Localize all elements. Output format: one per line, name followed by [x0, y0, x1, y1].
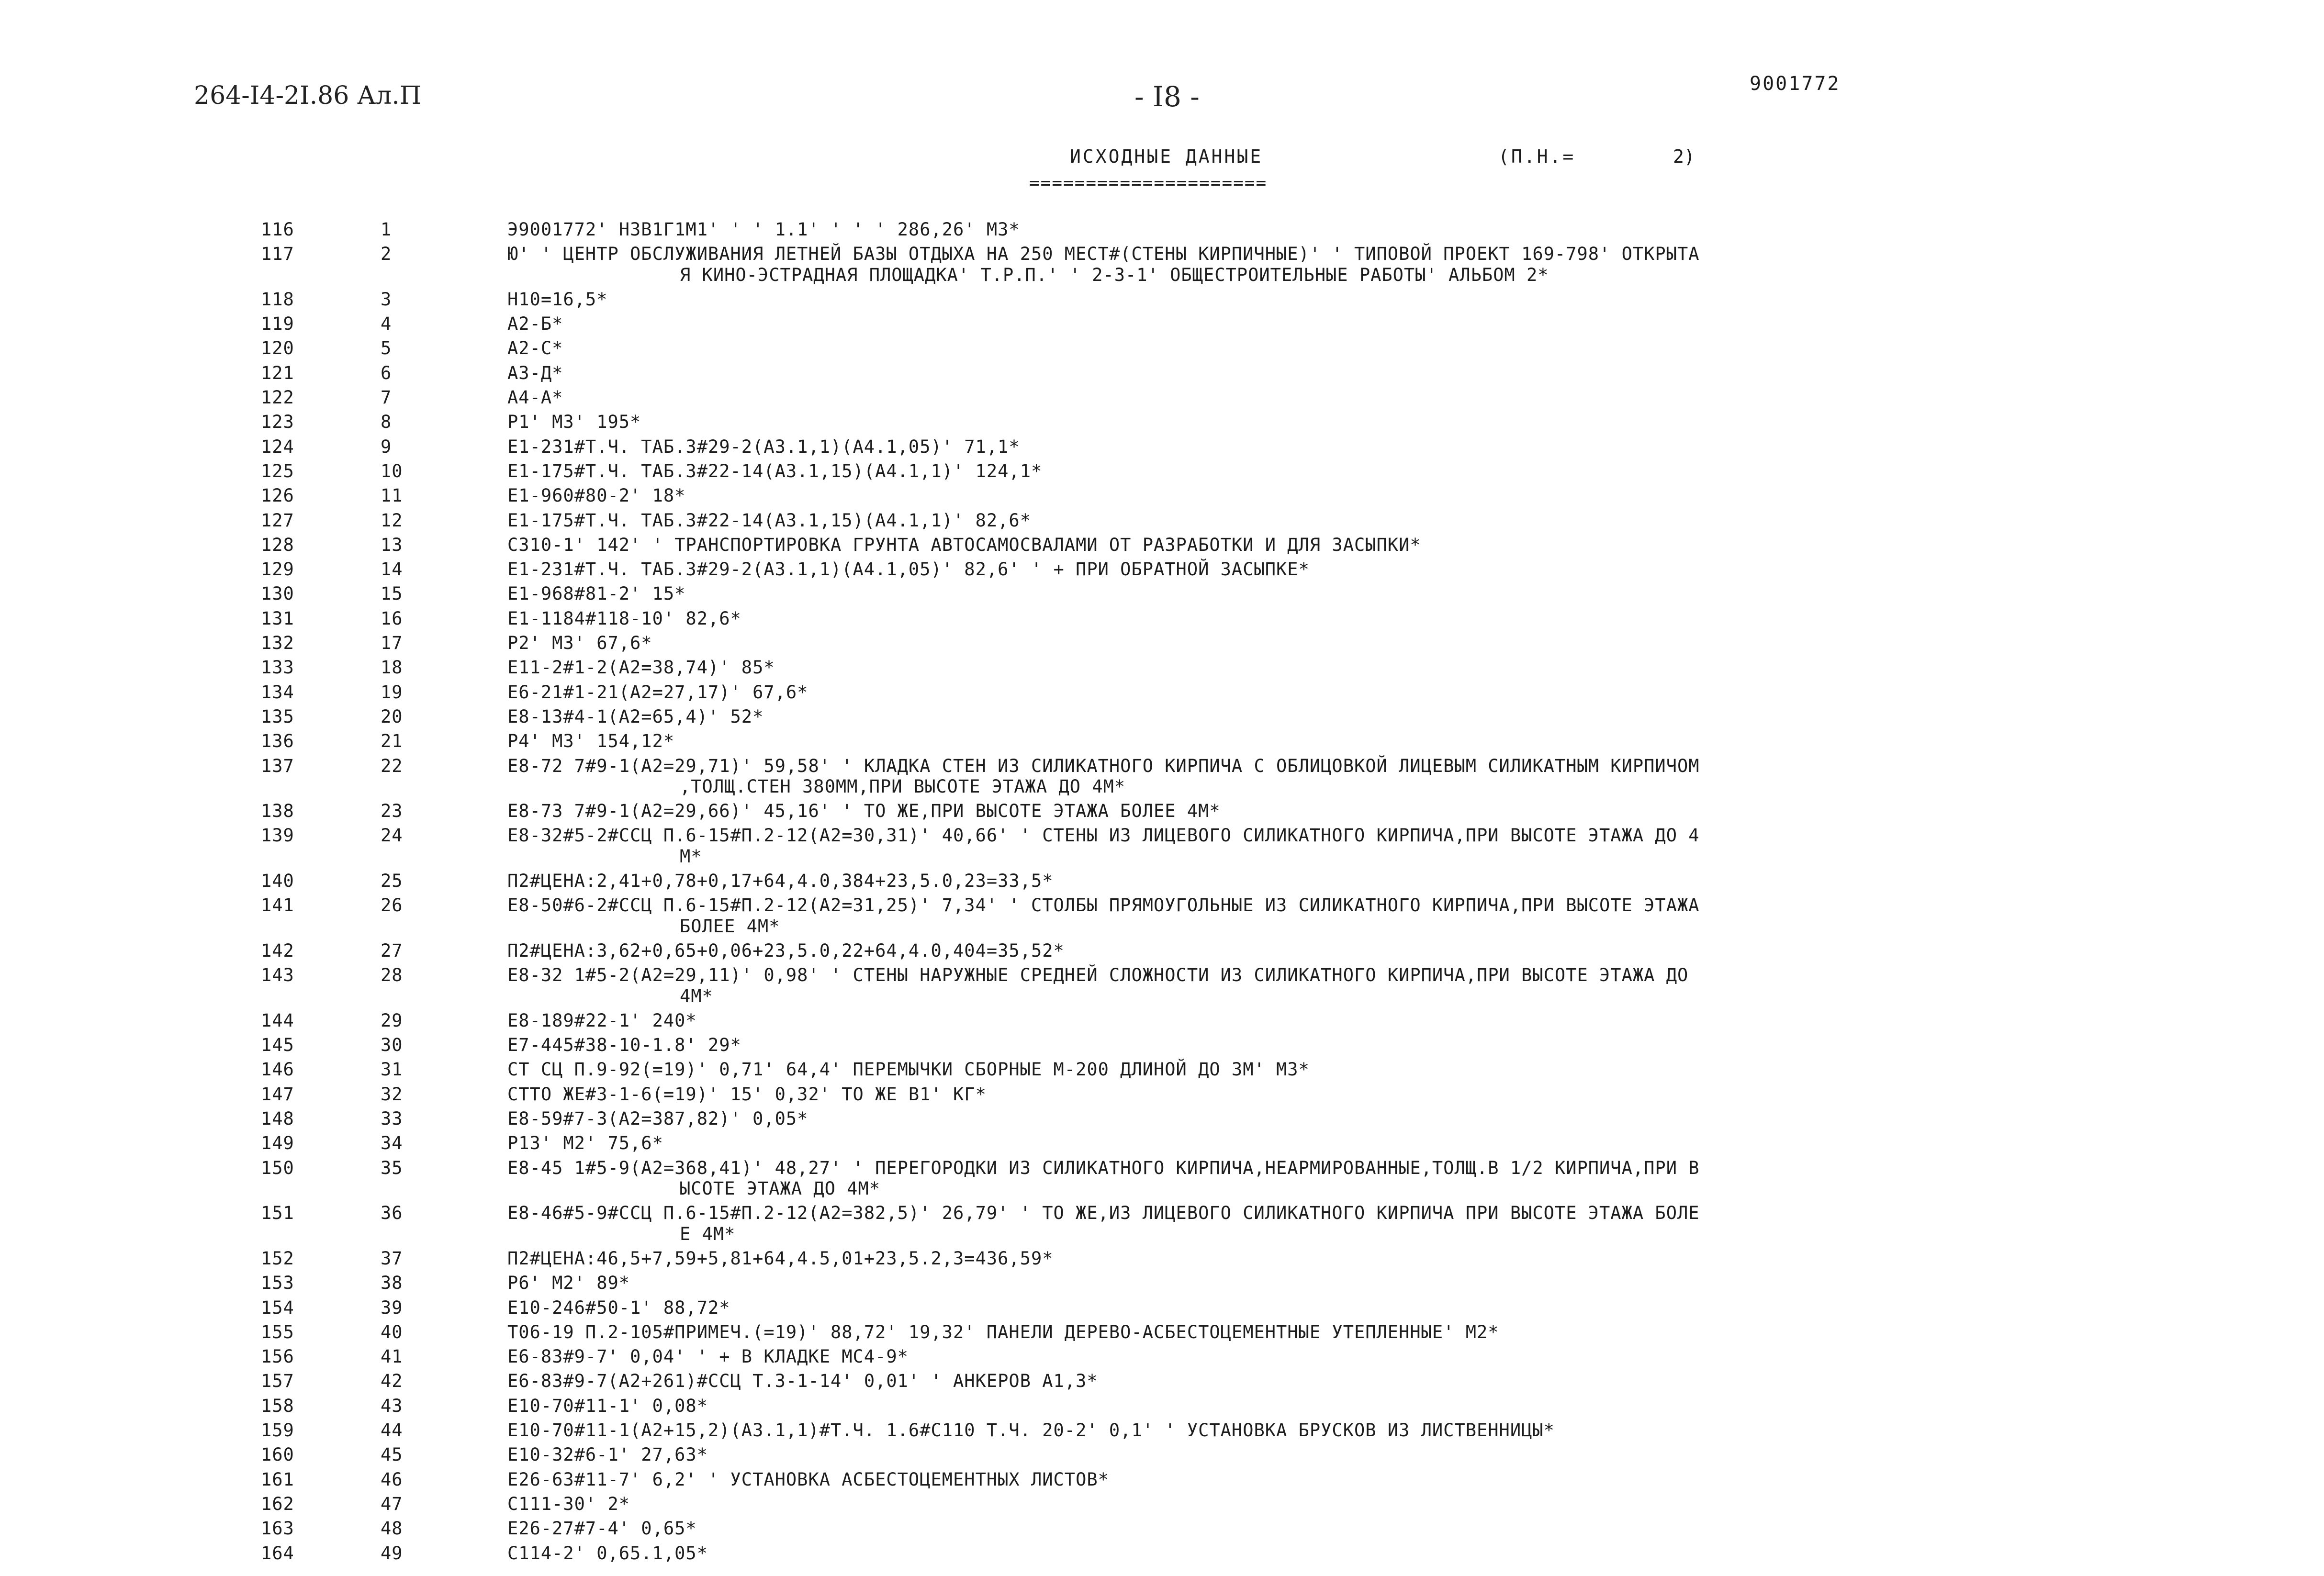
line-number: 139 [261, 825, 294, 846]
line-text: Р4' МЗ' 154,12* [507, 731, 675, 751]
sequence-number: 32 [381, 1084, 403, 1105]
sequence-number: 25 [381, 871, 403, 891]
sequence-number: 43 [381, 1396, 403, 1416]
line-number: 122 [261, 387, 294, 408]
sequence-number: 47 [381, 1494, 403, 1514]
line-text-continuation: ,ТОЛЩ.СТЕН 380ММ,ПРИ ВЫСОТЕ ЭТАЖА ДО 4М* [680, 776, 1126, 797]
sequence-number: 26 [381, 895, 403, 916]
line-text: СТ СЦ П.9-92(=19)' 0,71' 64,4' ПЕРЕМЫЧКИ СБОРНЫЕ М-200 ДЛИНОЙ ДО 3М' МЗ* [507, 1059, 1310, 1080]
line-number: 152 [261, 1248, 294, 1269]
line-text: Е6-83#9-7(А2+261)#ССЦ Т.3-1-14' 0,01' ' АНКЕРОВ А1,3* [507, 1371, 1098, 1391]
sequence-number: 27 [381, 940, 403, 961]
line-text: А3-Д* [507, 363, 563, 383]
line-number: 147 [261, 1084, 294, 1105]
line-number: 146 [261, 1059, 294, 1080]
line-text: Е8-59#7-3(А2=387,82)' 0,05* [507, 1108, 808, 1129]
sequence-number: 19 [381, 682, 403, 703]
line-text: А2-Б* [507, 313, 563, 334]
line-number: 149 [261, 1133, 294, 1153]
sequence-number: 48 [381, 1518, 403, 1539]
line-text: П2#ЦЕНА:3,62+0,65+0,06+23,5.0,22+64,4.0,404=35,52* [507, 940, 1065, 961]
sequence-number: 5 [381, 338, 392, 358]
line-number: 116 [261, 219, 294, 240]
line-number: 134 [261, 682, 294, 703]
sequence-number: 30 [381, 1035, 403, 1055]
pn-label: (П.Н.= [1498, 146, 1576, 167]
line-number: 127 [261, 510, 294, 531]
line-number: 161 [261, 1469, 294, 1490]
line-number: 150 [261, 1158, 294, 1178]
line-text: С114-2' 0,65.1,05* [507, 1543, 708, 1564]
sequence-number: 20 [381, 706, 403, 727]
sequence-number: 23 [381, 801, 403, 821]
line-text: С111-30' 2* [507, 1494, 630, 1514]
sequence-number: 3 [381, 289, 392, 310]
line-text: Е11-2#1-2(А2=38,74)' 85* [507, 657, 775, 678]
line-number: 129 [261, 559, 294, 580]
line-text: Е10-70#11-1' 0,08* [507, 1396, 708, 1416]
line-text: Е8-189#22-1' 240* [507, 1010, 697, 1031]
sequence-number: 45 [381, 1444, 403, 1465]
line-number: 159 [261, 1420, 294, 1441]
line-text: Е6-21#1-21(А2=27,17)' 67,6* [507, 682, 808, 703]
line-number: 126 [261, 485, 294, 506]
line-number: 117 [261, 244, 294, 264]
line-number: 124 [261, 436, 294, 457]
line-text: Е8-13#4-1(А2=65,4)' 52* [507, 706, 764, 727]
line-number: 131 [261, 608, 294, 629]
sequence-number: 21 [381, 731, 403, 751]
line-number: 125 [261, 461, 294, 481]
line-number: 162 [261, 1494, 294, 1514]
line-number: 142 [261, 940, 294, 961]
line-text-continuation: 4М* [680, 986, 713, 1006]
line-text: Е8-72 7#9-1(А2=29,71)' 59,58' ' КЛАДКА СТЕН ИЗ СИЛИКАТНОГО КИРПИЧА С ОБЛИЦОВКОЙ ЛИЦЕВЫМ СИЛИКАТНЫМ КИРПИЧОМ [507, 756, 1700, 776]
line-number: 141 [261, 895, 294, 916]
line-number: 137 [261, 756, 294, 776]
line-number: 128 [261, 535, 294, 555]
line-text: П2#ЦЕНА:2,41+0,78+0,17+64,4.0,384+23,5.0,23=33,5* [507, 871, 1054, 891]
heading-underline: ===================== [1029, 173, 1268, 193]
line-text: СТТО ЖЕ#3-1-6(=19)' 15' 0,32' ТО ЖЕ В1' КГ* [507, 1084, 987, 1105]
sequence-number: 6 [381, 363, 392, 383]
line-number: 151 [261, 1203, 294, 1223]
line-text: Е10-32#6-1' 27,63* [507, 1444, 708, 1465]
line-number: 164 [261, 1543, 294, 1564]
line-number: 148 [261, 1108, 294, 1129]
line-text: А2-С* [507, 338, 563, 358]
sequence-number: 44 [381, 1420, 403, 1441]
line-text: Е1-231#Т.Ч. ТАБ.3#29-2(А3.1,1)(А4.1,05)' 71,1* [507, 436, 1020, 457]
line-number: 154 [261, 1297, 294, 1318]
sequence-number: 41 [381, 1346, 403, 1367]
line-text: Е26-27#7-4' 0,65* [507, 1518, 697, 1539]
line-number: 133 [261, 657, 294, 678]
line-text: Е8-45 1#5-9(А2=368,41)' 48,27' ' ПЕРЕГОРОДКИ ИЗ СИЛИКАТНОГО КИРПИЧА,НЕАРМИРОВАННЫЕ,ТОЛЩ.В 1/2 КИРПИЧА,ПРИ В [507, 1158, 1700, 1178]
sequence-number: 1 [381, 219, 392, 240]
line-text: Е26-63#11-7' 6,2' ' УСТАНОВКА АСБЕСТОЦЕМЕНТНЫХ ЛИСТОВ* [507, 1469, 1109, 1490]
sequence-number: 28 [381, 965, 403, 985]
sequence-number: 38 [381, 1273, 403, 1293]
line-text: Ю' ' ЦЕНТР ОБСЛУЖИВАНИЯ ЛЕТНЕЙ БАЗЫ ОТДЫХА НА 250 МЕСТ#(СТЕНЫ КИРПИЧНЫЕ)' ' ТИПОВОЙ ПРОЕКТ 169-798' ОТКРЫТА [507, 244, 1700, 264]
line-text: Е1-968#81-2' 15* [507, 583, 686, 604]
document-number: 264-I4-2I.86 Ал.П [194, 81, 422, 110]
line-number: 157 [261, 1371, 294, 1391]
line-number: 145 [261, 1035, 294, 1055]
sequence-number: 29 [381, 1010, 403, 1031]
line-text: Е7-445#38-10-1.8' 29* [507, 1035, 741, 1055]
line-text: Е10-70#11-1(А2+15,2)(А3.1,1)#Т.Ч. 1.6#С110 Т.Ч. 20-2' 0,1' ' УСТАНОВКА БРУСКОВ ИЗ ЛИСТВЕННИЦЫ* [507, 1420, 1555, 1441]
line-text: Е8-50#6-2#ССЦ П.6-15#П.2-12(А2=31,25)' 7,34' ' СТОЛБЫ ПРЯМОУГОЛЬНЫЕ ИЗ СИЛИКАТНОГО КИРПИЧА,ПРИ ВЫСОТЕ ЭТАЖА [507, 895, 1700, 916]
sequence-number: 12 [381, 510, 403, 531]
sequence-number: 11 [381, 485, 403, 506]
line-text: Е1-1184#118-10' 82,6* [507, 608, 741, 629]
sequence-number: 7 [381, 387, 392, 408]
line-text: Е8-46#5-9#ССЦ П.6-15#П.2-12(А2=382,5)' 26,79' ' ТО ЖЕ,ИЗ ЛИЦЕВОГО СИЛИКАТНОГО КИРПИЧА ПРИ ВЫСОТЕ ЭТАЖА БОЛЕ [507, 1203, 1700, 1223]
line-number: 155 [261, 1322, 294, 1342]
line-number: 121 [261, 363, 294, 383]
line-text: Н10=16,5* [507, 289, 608, 310]
sequence-number: 24 [381, 825, 403, 846]
line-text: Е10-246#50-1' 88,72* [507, 1297, 730, 1318]
sequence-number: 40 [381, 1322, 403, 1342]
sequence-number: 14 [381, 559, 403, 580]
line-number: 140 [261, 871, 294, 891]
line-text: Т06-19 П.2-105#ПРИМЕЧ.(=19)' 88,72' 19,32' ПАНЕЛИ ДЕРЕВО-АСБЕСТОЦЕМЕНТНЫЕ УТЕПЛЕННЫЕ' М2* [507, 1322, 1499, 1342]
sequence-number: 39 [381, 1297, 403, 1318]
line-number: 163 [261, 1518, 294, 1539]
sequence-number: 22 [381, 756, 403, 776]
sequence-number: 13 [381, 535, 403, 555]
sequence-number: 9 [381, 436, 392, 457]
sequence-number: 16 [381, 608, 403, 629]
line-number: 156 [261, 1346, 294, 1367]
sequence-number: 2 [381, 244, 392, 264]
line-text-continuation: ЫСОТЕ ЭТАЖА ДО 4М* [680, 1178, 880, 1199]
sequence-number: 17 [381, 633, 403, 653]
line-text-continuation: Е 4М* [680, 1224, 736, 1244]
line-text: С310-1' 142' ' ТРАНСПОРТИРОВКА ГРУНТА АВТОСАМОСВАЛАМИ ОТ РАЗРАБОТКИ И ДЛЯ ЗАСЫПКИ* [507, 535, 1421, 555]
sequence-number: 8 [381, 412, 392, 432]
line-number: 119 [261, 313, 294, 334]
sequence-number: 42 [381, 1371, 403, 1391]
sequence-number: 49 [381, 1543, 403, 1564]
line-text: Е1-960#80-2' 18* [507, 485, 686, 506]
line-text: Р6' М2' 89* [507, 1273, 630, 1293]
line-text: Э9001772' НЗВ1Г1М1' ' ' 1.1' ' ' ' 286,26' МЗ* [507, 219, 1020, 240]
sequence-number: 18 [381, 657, 403, 678]
line-text: Е1-231#Т.Ч. ТАБ.3#29-2(А3.1,1)(А4.1,05)' 82,6' ' + ПРИ ОБРАТНОЙ ЗАСЫПКЕ* [507, 559, 1310, 580]
sequence-number: 46 [381, 1469, 403, 1490]
line-number: 135 [261, 706, 294, 727]
line-text: Е1-175#Т.Ч. ТАБ.3#22-14(А3.1,15)(А4.1,1)' 82,6* [507, 510, 1031, 531]
sequence-number: 10 [381, 461, 403, 481]
line-number: 118 [261, 289, 294, 310]
sequence-number: 36 [381, 1203, 403, 1223]
line-number: 160 [261, 1444, 294, 1465]
line-text-continuation: Я КИНО-ЭСТРАДНАЯ ПЛОЩАДКА' Т.Р.П.' ' 2-3-1' ОБЩЕСТРОИТЕЛЬНЫЕ РАБОТЫ' АЛЬБОМ 2* [680, 265, 1549, 285]
line-number: 143 [261, 965, 294, 985]
sequence-number: 31 [381, 1059, 403, 1080]
pn-value: 2) [1673, 146, 1695, 167]
line-number: 158 [261, 1396, 294, 1416]
line-text-continuation: БОЛЕЕ 4М* [680, 916, 780, 937]
line-number: 130 [261, 583, 294, 604]
line-text: Е1-175#Т.Ч. ТАБ.3#22-14(А3.1,15)(А4.1,1)' 124,1* [507, 461, 1043, 481]
line-text: А4-А* [507, 387, 563, 408]
line-text: Е8-73 7#9-1(А2=29,66)' 45,16' ' ТО ЖЕ,ПРИ ВЫСОТЕ ЭТАЖА БОЛЕЕ 4М* [507, 801, 1221, 821]
page-number: - I8 - [1134, 80, 1200, 113]
line-number: 144 [261, 1010, 294, 1031]
sequence-number: 15 [381, 583, 403, 604]
line-text: П2#ЦЕНА:46,5+7,59+5,81+64,4.5,01+23,5.2,3=436,59* [507, 1248, 1054, 1269]
section-heading: ИСХОДНЫЕ ДАННЫЕ [1070, 146, 1263, 167]
line-text: Е6-83#9-7' 0,04' ' + В КЛАДКЕ МС4-9* [507, 1346, 909, 1367]
line-text: Е8-32#5-2#ССЦ П.6-15#П.2-12(А2=30,31)' 40,66' ' СТЕНЫ ИЗ ЛИЦЕВОГО СИЛИКАТНОГО КИРПИЧА,ПРИ ВЫСОТЕ ЭТАЖА ДО 4 [507, 825, 1700, 846]
sequence-number: 35 [381, 1158, 403, 1178]
sequence-number: 34 [381, 1133, 403, 1153]
sequence-number: 33 [381, 1108, 403, 1129]
line-number: 138 [261, 801, 294, 821]
line-text: Р13' М2' 75,6* [507, 1133, 663, 1153]
sequence-number: 4 [381, 313, 392, 334]
line-text: Р2' МЗ' 67,6* [507, 633, 652, 653]
line-number: 120 [261, 338, 294, 358]
line-number: 153 [261, 1273, 294, 1293]
line-number: 136 [261, 731, 294, 751]
line-text-continuation: М* [680, 846, 702, 867]
line-number: 123 [261, 412, 294, 432]
sequence-number: 37 [381, 1248, 403, 1269]
line-text: Р1' МЗ' 195* [507, 412, 641, 432]
line-text: Е8-32 1#5-2(А2=29,11)' 0,98' ' СТЕНЫ НАРУЖНЫЕ СРЕДНЕЙ СЛОЖНОСТИ ИЗ СИЛИКАТНОГО КИРПИЧА,ПРИ ВЫСОТЕ ЭТАЖА ДО [507, 965, 1689, 985]
document-id: 9001772 [1750, 73, 1841, 95]
line-number: 132 [261, 633, 294, 653]
